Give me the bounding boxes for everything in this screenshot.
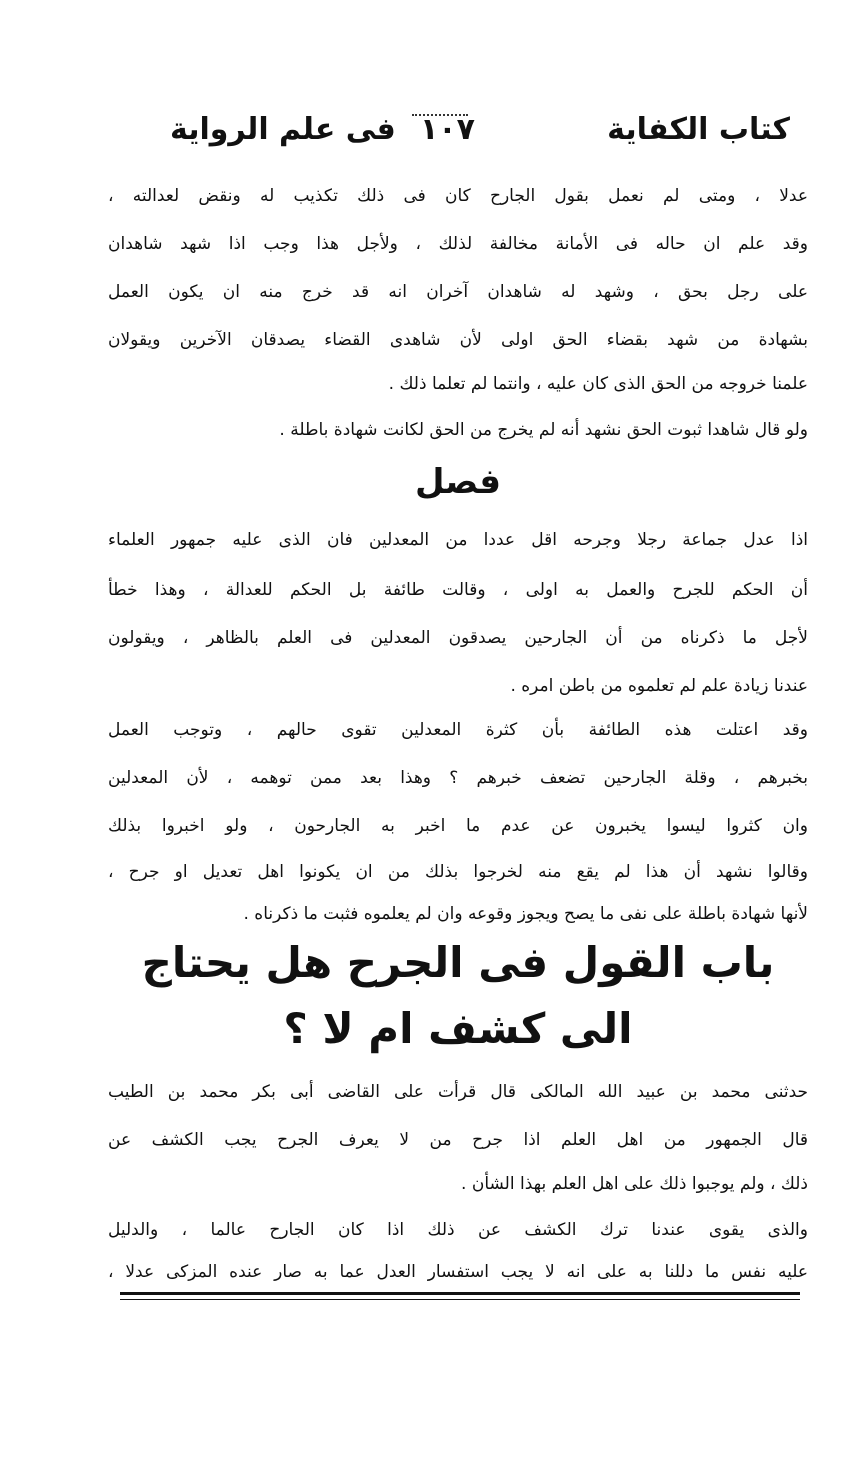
text-line: حدثنى محمد بن عبيد الله المالكى قال قرأت على القاضى أبى بكر محمد بن الطيب xyxy=(108,1082,808,1102)
text-line: علمنا خروجه من الحق الذى كان عليه ، وانتما لم تعلما ذلك . xyxy=(388,374,808,394)
text-line: ذلك ، ولم يوجبوا ذلك على اهل العلم بهذا الشأن . xyxy=(461,1174,808,1194)
page-number: ١٠٧ xyxy=(420,112,475,147)
text-line: وقد اعتلت هذه الطائفة بأن كثرة المعدلين تقوى حالهم ، وتوجب العمل xyxy=(108,720,808,740)
text-line: لأنها شهادة باطلة على نفى ما يصح ويجوز وقوعه وان لم يعلموه فثبت ما ذكرناه . xyxy=(243,904,808,924)
text-line: لأجل ما ذكرناه من أن الجارحين يصدقون المعدلين فى العلم بالظاهر ، ويقولون xyxy=(108,628,808,648)
header-book-title: كتاب الكفاية xyxy=(607,112,790,147)
text-line: بشهادة من شهد بقضاء الحق اولى لأن شاهدى القضاء يصدقان الآخرين ويقولان xyxy=(108,330,808,350)
text-line: وقالوا نشهد أن هذا لم يقع منه لخرجوا بذلك من ان يكونوا اهل تعديل او جرح ، xyxy=(108,862,808,882)
text-line: والذى يقوى عندنا ترك الكشف عن ذلك اذا كان الجارح عالما ، والدليل xyxy=(108,1220,808,1240)
page-header xyxy=(170,112,790,162)
chapter-heading-line1: باب القول فى الجرح هل يحتاج xyxy=(141,938,775,987)
text-line: اذا عدل جماعة رجلا وجرحه اقل عددا من المعدلين فان الذى عليه جمهور العلماء xyxy=(108,530,808,550)
text-line: على رجل بحق ، وشهد له شاهدان آخران انه قد خرج منه ان يكون العمل xyxy=(108,282,808,302)
header-subject-title: فى علم الرواية xyxy=(170,112,396,147)
chapter-heading-line2: الى كشف ام لا ؟ xyxy=(283,1004,633,1053)
text-line: بخبرهم ، وقلة الجارحين تضعف خبرهم ؟ وهذا بعد ممن توهمه ، لأن المعدلين xyxy=(108,768,808,788)
text-line: أن الحكم للجرح والعمل به اولى ، وقالت طائفة بل الحكم للعدالة ، وهذا خطأ xyxy=(108,580,808,600)
text-line: عليه نفس ما دللنا به على انه لا يجب استفسار العدل عما به صار عنده المزكى عدلا ، xyxy=(108,1262,808,1282)
text-line: وان كثروا ليسوا يخبرون عن عدم ما اخبر به الجارحون ، ولو اخبروا بذلك xyxy=(108,816,808,836)
text-line: عندنا زيادة علم لم تعلموه من باطن امره . xyxy=(510,676,808,696)
section-heading-fasl: فصل xyxy=(414,462,502,502)
text-line: ولو قال شاهدا ثبوت الحق نشهد أنه لم يخرج من الحق لكانت شهادة باطلة . xyxy=(279,420,808,440)
footer-rule xyxy=(120,1292,800,1300)
text-line: وقد علم ان حاله فى الأمانة مخالفة لذلك ، ولأجل هذا وجب اذا شهد شاهدان xyxy=(108,234,808,254)
text-line: قال الجمهور من اهل العلم اذا جرح من لا يعرف الجرح يجب الكشف عن xyxy=(108,1130,808,1150)
text-line: عدلا ، ومتى لم نعمل بقول الجارح كان فى ذلك تكذيب له ونقض لعدالته ، xyxy=(108,186,808,206)
